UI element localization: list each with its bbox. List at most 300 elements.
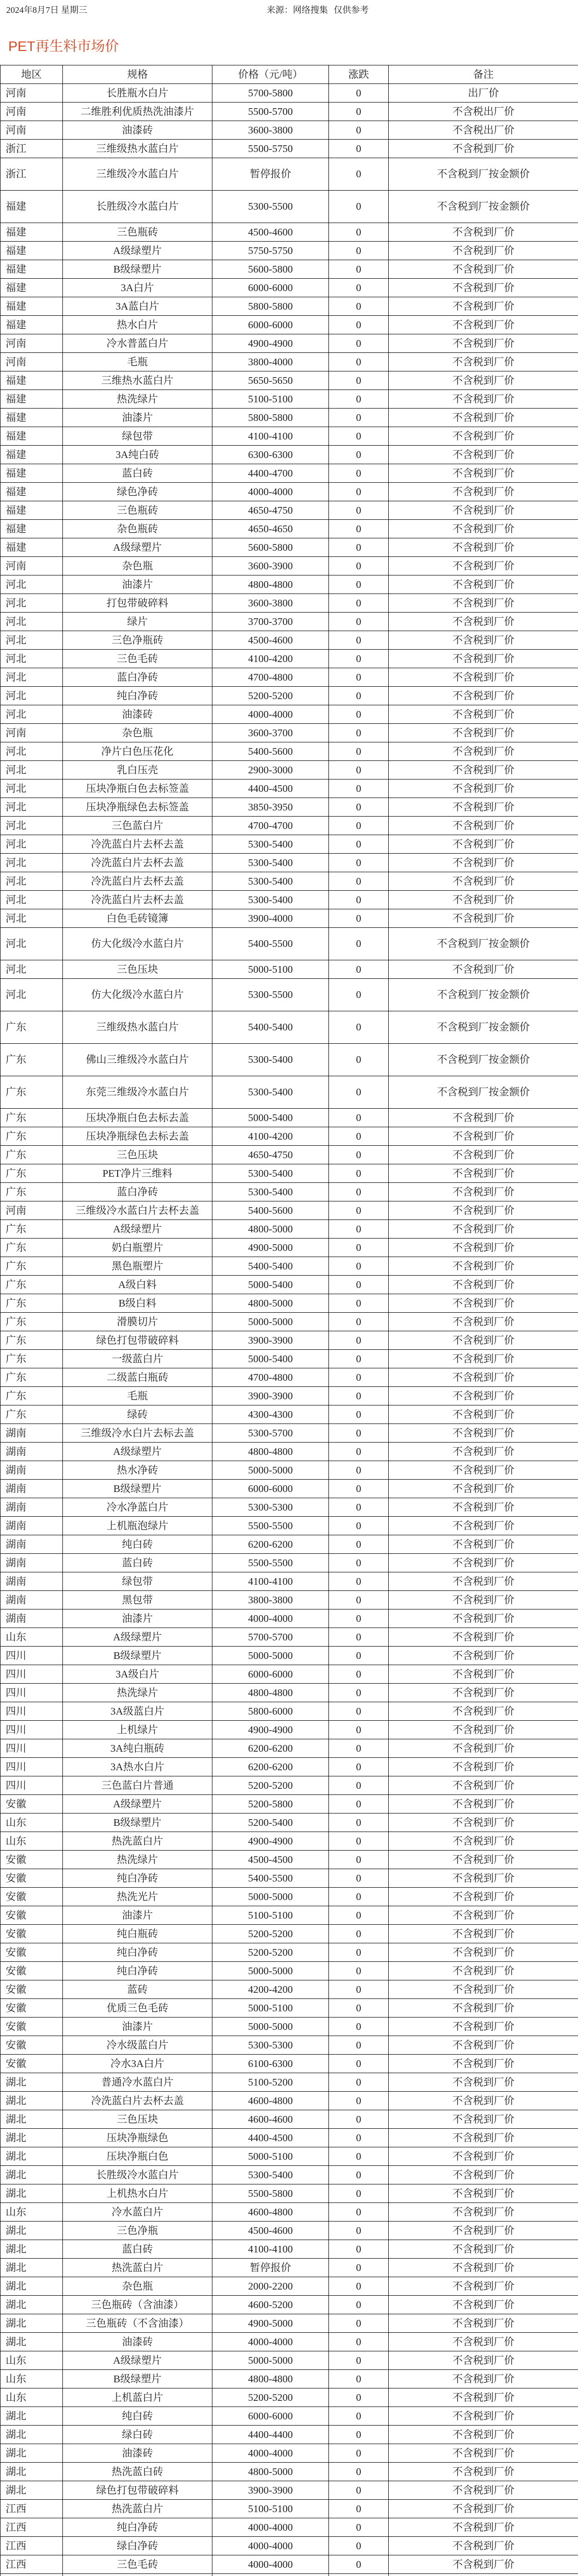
cell-change: 0 [329, 872, 389, 891]
cell-remark: 不含税到厂按金额价 [389, 979, 578, 1011]
cell-remark: 不含税到厂价 [389, 817, 578, 835]
cell-spec: 纯白瓶砖 [63, 1925, 212, 1943]
cell-price: 6200-6200 [212, 1535, 329, 1554]
cell-region: 广东 [1, 1109, 63, 1127]
cell-price: 5300-5400 [212, 1076, 329, 1109]
cell-price: 5300-5400 [212, 872, 329, 891]
cell-remark: 不含税到厂价 [389, 2129, 578, 2147]
table-row [1, 2166, 578, 2184]
cell-region: 广东 [1, 1183, 63, 1201]
cell-remark: 不含税到厂价 [389, 1572, 578, 1591]
table-row [1, 2073, 578, 2092]
cell-price: 6100-6300 [212, 2055, 329, 2073]
cell-change: 0 [329, 854, 389, 872]
cell-region: 河南 [1, 84, 63, 103]
cell-spec: 纯白砖 [63, 2407, 212, 2426]
cell-remark: 不含税到厂价 [389, 223, 578, 242]
cell-price: 4600-5200 [212, 2296, 329, 2314]
cell-region: 福建 [1, 223, 63, 242]
cell-spec: 热洗绿片 [63, 390, 212, 409]
cell-spec: A级白料 [63, 1276, 212, 1294]
cell-change: 0 [329, 557, 389, 575]
cell-price: 4400-4500 [212, 779, 329, 798]
cell-region: 福建 [1, 390, 63, 409]
cell-spec: 压块净瓶白色去标去盖 [63, 1109, 212, 1127]
cell-price: 4600-4600 [212, 2110, 329, 2129]
cell-change: 0 [329, 724, 389, 742]
cell-change: 0 [329, 1980, 389, 1999]
table-row [1, 2092, 578, 2110]
cell-spec: 蓝白砖 [63, 2240, 212, 2259]
table-row [1, 1684, 578, 1702]
cell-spec: A级绿塑片 [63, 1628, 212, 1647]
cell-spec: A级绿塑片 [63, 1443, 212, 1461]
cell-spec: 绿砖 [63, 1405, 212, 1424]
col-header-price: 价格（元/吨） [212, 65, 329, 84]
cell-change: 0 [329, 2018, 389, 2036]
cell-region: 广东 [1, 1076, 63, 1109]
source-note: 来源：网络搜集 [267, 5, 328, 15]
cell-price: 3800-4000 [212, 353, 329, 371]
cell-remark: 不含税到厂价 [389, 1350, 578, 1368]
cell-spec: 三色瓶砖（不含油漆） [63, 2314, 212, 2333]
table-row [1, 1498, 578, 1517]
cell-price: 4000-4000 [212, 2333, 329, 2351]
cell-spec: 热洗蓝白砖 [63, 2463, 212, 2481]
cell-price: 4800-4800 [212, 2370, 329, 2388]
cell-region: 湖北 [1, 2481, 63, 2500]
cell-price: 5000-5000 [212, 1313, 329, 1331]
cell-region: 福建 [1, 483, 63, 501]
cell-remark: 不含税到厂价 [389, 2296, 578, 2314]
cell-spec: 二级蓝白瓶砖 [63, 1368, 212, 1387]
cell-spec: 油漆片 [63, 1609, 212, 1628]
cell-remark: 不含税到厂价 [389, 427, 578, 446]
cell-spec: 三色压块 [63, 960, 212, 979]
col-header-change: 涨跌 [329, 65, 389, 84]
cell-remark: 不含税到厂价 [389, 761, 578, 779]
cell-remark: 不含税到厂按金额价 [389, 1076, 578, 1109]
cell-price: 6000-6000 [212, 1480, 329, 1498]
cell-spec: PET净片三维料 [63, 1164, 212, 1183]
cell-change: 0 [329, 1869, 389, 1888]
cell-spec: 3A蓝白片 [63, 297, 212, 316]
cell-change: 0 [329, 1276, 389, 1294]
cell-remark: 不含税到厂价 [389, 1313, 578, 1331]
cell-change: 0 [329, 279, 389, 297]
cell-remark: 不含税到厂价 [389, 446, 578, 464]
cell-spec: 三色蓝白片普通 [63, 1776, 212, 1795]
cell-spec: 一级蓝白片 [63, 1350, 212, 1368]
cell-change: 0 [329, 575, 389, 594]
cell-region: 安徽 [1, 1869, 63, 1888]
col-header-region: 地区 [1, 65, 63, 84]
cell-change: 0 [329, 158, 389, 191]
cell-price: 4000-4000 [212, 2537, 329, 2555]
cell-region: 江西 [1, 2555, 63, 2574]
cell-price: 5800-5800 [212, 297, 329, 316]
cell-change: 0 [329, 1795, 389, 1814]
cell-change: 0 [329, 1127, 389, 1146]
cell-region: 湖北 [1, 2092, 63, 2110]
cell-remark: 不含税到厂价 [389, 1999, 578, 2018]
cell-spec: 二维胜利优质热洗油漆片 [63, 103, 212, 121]
cell-region: 河南 [1, 353, 63, 371]
cell-spec [63, 2574, 212, 2576]
cell-spec: 热洗绿片 [63, 1851, 212, 1869]
cell-price: 5000-5000 [212, 1647, 329, 1665]
cell-change: 0 [329, 2092, 389, 2110]
cell-remark: 不含税到厂价 [389, 1387, 578, 1405]
table-row [1, 2203, 578, 2222]
table-row [1, 2147, 578, 2166]
table-row [1, 2296, 578, 2314]
cell-remark: 不含税到厂价 [389, 1164, 578, 1183]
cell-change: 0 [329, 705, 389, 724]
cell-price: 4400-4500 [212, 2129, 329, 2147]
cell-remark: 不含税到厂价 [389, 1405, 578, 1424]
table-row [1, 1109, 578, 1127]
cell-price: 5600-5800 [212, 260, 329, 279]
cell-region: 湖南 [1, 1591, 63, 1609]
cell-spec: 绿包带 [63, 1572, 212, 1591]
cell-change: 0 [329, 2388, 389, 2407]
cell-region: 安徽 [1, 2055, 63, 2073]
cell-price: 5000-5100 [212, 1999, 329, 2018]
table-row [1, 2314, 578, 2333]
cell-change: 0 [329, 1424, 389, 1443]
cell-price: 4900-5000 [212, 1239, 329, 1257]
cell-price: 4800-4800 [212, 1684, 329, 1702]
cell-region: 河北 [1, 798, 63, 817]
table-row [1, 1776, 578, 1795]
cell-change: 0 [329, 2481, 389, 2500]
cell-price: 5500-5750 [212, 140, 329, 158]
cell-remark: 不含税到厂价 [389, 2314, 578, 2333]
cell-price: 5300-5400 [212, 2166, 329, 2184]
cell-change: 0 [329, 742, 389, 761]
cell-price: 3800-3800 [212, 1591, 329, 1609]
table-row [1, 1851, 578, 1869]
cell-region: 福建 [1, 260, 63, 279]
cell-change: 0 [329, 1146, 389, 1164]
table-row [1, 297, 578, 316]
cell-remark: 不含税到厂价 [389, 1498, 578, 1517]
table-row [1, 1164, 578, 1183]
cell-region: 福建 [1, 427, 63, 446]
cell-price: 3600-3700 [212, 724, 329, 742]
table-row [1, 798, 578, 817]
cell-change: 0 [329, 928, 389, 960]
cell-region: 湖北 [1, 2463, 63, 2481]
cell-price: 3600-3800 [212, 594, 329, 613]
cell-region: 福建 [1, 520, 63, 538]
cell-price: 4800-5000 [212, 1294, 329, 1313]
cell-remark: 不含税到厂价 [389, 2092, 578, 2110]
cell-spec: 纯白净砖 [63, 687, 212, 705]
cell-price: 6000-6000 [212, 279, 329, 297]
cell-spec: 上机热水白片 [63, 2184, 212, 2203]
cell-region: 河北 [1, 854, 63, 872]
table-header-row [1, 65, 578, 84]
cell-price: 5000-5400 [212, 1109, 329, 1127]
cell-region: 湖南 [1, 1609, 63, 1628]
cell-region: 福建 [1, 316, 63, 334]
cell-region: 江西 [1, 2500, 63, 2518]
cell-change: 0 [329, 2500, 389, 2518]
cell-spec: 三维级热水蓝白片 [63, 1011, 212, 1044]
cell-region: 河北 [1, 594, 63, 613]
table-row [1, 1076, 578, 1109]
cell-price: 5100-5100 [212, 1906, 329, 1925]
table-row [1, 2444, 578, 2463]
cell-price: 4000-4000 [212, 2555, 329, 2574]
cell-region: 湖北 [1, 2296, 63, 2314]
table-row [1, 1276, 578, 1294]
cell-remark: 不含税到厂价 [389, 872, 578, 891]
cell-remark: 不含税到厂价 [389, 1331, 578, 1350]
page-title: PET再生料市场价 [8, 39, 119, 54]
cell-price: 4900-4900 [212, 1721, 329, 1739]
table-row [1, 2500, 578, 2518]
table-row [1, 1011, 578, 1044]
cell-price: 2000-2200 [212, 2277, 329, 2296]
page-header [0, 0, 578, 18]
cell-spec: 滑膜切片 [63, 1313, 212, 1331]
cell-price: 5400-5500 [212, 928, 329, 960]
cell-region: 湖北 [1, 2426, 63, 2444]
cell-price: 5600-5800 [212, 538, 329, 557]
cell-remark: 不含税到厂价 [389, 2500, 578, 2518]
cell-change: 0 [329, 1011, 389, 1044]
cell-change: 0 [329, 613, 389, 631]
cell-region: 湖北 [1, 2333, 63, 2351]
report-date: 2024年8月7日 星期三 [6, 5, 88, 15]
cell-region: 湖北 [1, 2073, 63, 2092]
table-row [1, 2018, 578, 2036]
cell-region: 湖北 [1, 2166, 63, 2184]
cell-remark: 不含税到厂按金额价 [389, 1011, 578, 1044]
cell-price: 3700-3700 [212, 613, 329, 631]
table-row [1, 1535, 578, 1554]
cell-spec: 热洗蓝白片 [63, 1832, 212, 1851]
cell-remark: 不含税出厂价 [389, 121, 578, 140]
cell-region: 湖南 [1, 1480, 63, 1498]
cell-change: 0 [329, 409, 389, 427]
cell-spec: 冷洗蓝白片去杯去盖 [63, 891, 212, 909]
cell-remark: 不含税到厂价 [389, 334, 578, 353]
cell-price: 4900-4900 [212, 334, 329, 353]
cell-price: 5100-5200 [212, 2073, 329, 2092]
table-row [1, 520, 578, 538]
cell-spec: 绿白净砖 [63, 2537, 212, 2555]
cell-change: 0 [329, 2129, 389, 2147]
cell-spec: 热洗光片 [63, 1888, 212, 1906]
cell-remark: 不含税到厂价 [389, 1776, 578, 1795]
cell-price: 5300-5400 [212, 891, 329, 909]
cell-spec: 奶白瓶塑片 [63, 1239, 212, 1257]
cell-region: 安徽 [1, 1980, 63, 1999]
cell-remark: 不含税到厂价 [389, 353, 578, 371]
cell-region: 湖北 [1, 2407, 63, 2426]
table-row [1, 1183, 578, 1201]
cell-remark: 不含税到厂价 [389, 260, 578, 279]
table-row [1, 1443, 578, 1461]
table-row [1, 1572, 578, 1591]
table-row [1, 2555, 578, 2574]
cell-remark: 不含税到厂价 [389, 279, 578, 297]
cell-price: 4900-5000 [212, 2314, 329, 2333]
cell-price: 5000-5400 [212, 1276, 329, 1294]
table-row [1, 1739, 578, 1758]
table-row [1, 1999, 578, 2018]
cell-price: 5200-5200 [212, 1776, 329, 1795]
cell-region: 四川 [1, 1739, 63, 1758]
cell-change: 0 [329, 520, 389, 538]
table-row [1, 1294, 578, 1313]
cell-region: 四川 [1, 1758, 63, 1776]
cell-price: 6000-6000 [212, 316, 329, 334]
cell-price: 4700-4800 [212, 1368, 329, 1387]
cell-remark: 不含税到厂价 [389, 1702, 578, 1721]
cell-region: 湖北 [1, 2222, 63, 2240]
cell-spec: 上机瓶泡绿片 [63, 1517, 212, 1535]
cell-change: 0 [329, 1294, 389, 1313]
cell-price: 5000-5000 [212, 1962, 329, 1980]
table-row [1, 1044, 578, 1076]
cell-spec: 净片白色压花化 [63, 742, 212, 761]
cell-remark: 不含税到厂价 [389, 1554, 578, 1572]
cell-price: 2900-3000 [212, 761, 329, 779]
table-row [1, 242, 578, 260]
cell-spec: 蓝白净砖 [63, 1183, 212, 1201]
table-row [1, 835, 578, 854]
cell-price: 4800-5000 [212, 1220, 329, 1239]
cell-region: 福建 [1, 191, 63, 223]
cell-spec: 长胜瓶水白片 [63, 84, 212, 103]
cell-remark: 不含税到厂价 [389, 2166, 578, 2184]
cell-price: 5200-5200 [212, 1925, 329, 1943]
table-row [1, 2407, 578, 2426]
cell-change: 0 [329, 668, 389, 687]
table-row [1, 279, 578, 297]
cell-change: 0 [329, 84, 389, 103]
cell-spec: 三色瓶砖（含油漆） [63, 2296, 212, 2314]
table-row [1, 872, 578, 891]
table-row [1, 1146, 578, 1164]
cell-region: 山东 [1, 1814, 63, 1832]
cell-region: 河南 [1, 724, 63, 742]
cell-spec: 三色压块 [63, 1146, 212, 1164]
cell-remark: 不含税到厂价 [389, 557, 578, 575]
cell-change: 0 [329, 1721, 389, 1739]
cell-price: 5500-5700 [212, 103, 329, 121]
table-row [1, 501, 578, 520]
cell-remark: 不含税到厂价 [389, 1832, 578, 1851]
cell-price: 5000-5100 [212, 2147, 329, 2166]
cell-change: 0 [329, 1572, 389, 1591]
cell-change: 0 [329, 2036, 389, 2055]
table-row [1, 1665, 578, 1684]
cell-remark: 不含税到厂价 [389, 1183, 578, 1201]
cell-remark: 不含税到厂价 [389, 854, 578, 872]
table-row [1, 353, 578, 371]
cell-remark: 出厂价 [389, 84, 578, 103]
table-row [1, 891, 578, 909]
cell-change: 0 [329, 1888, 389, 1906]
cell-remark: 不含税到厂价 [389, 1684, 578, 1702]
cell-remark: 不含税到厂价 [389, 1869, 578, 1888]
cell-spec: 绿色打包带破碎料 [63, 2481, 212, 2500]
table-row [1, 668, 578, 687]
cell-region: 河北 [1, 575, 63, 594]
cell-spec: 冷水蓝白片 [63, 2203, 212, 2222]
table-row [1, 2110, 578, 2129]
table-row [1, 1628, 578, 1647]
cell-change: 0 [329, 464, 389, 483]
cell-region: 四川 [1, 1684, 63, 1702]
cell-spec: 白色毛砖镜簿 [63, 909, 212, 928]
cell-change: 0 [329, 1554, 389, 1572]
cell-remark: 不含税到厂价 [389, 409, 578, 427]
cell-change: 0 [329, 2518, 389, 2537]
cell-spec: 冷洗蓝白片去杯去盖 [63, 854, 212, 872]
table-row [1, 446, 578, 464]
cell-spec: 纯白净砖 [63, 1943, 212, 1962]
cell-spec: 绿色打包带破碎料 [63, 1331, 212, 1350]
cell-remark: 不含税到厂价 [389, 2407, 578, 2426]
cell-price: 4000-4000 [212, 2518, 329, 2537]
cell-remark: 不含税到厂价 [389, 1201, 578, 1220]
cell-price: 5300-5400 [212, 835, 329, 854]
cell-remark: 不含税到厂价 [389, 1535, 578, 1554]
cell-price: 5500-5500 [212, 1554, 329, 1572]
cell-spec: 三色毛砖 [63, 650, 212, 668]
cell-region: 四川 [1, 1665, 63, 1684]
table-row [1, 2574, 578, 2576]
table-row [1, 1832, 578, 1851]
cell-price: 4600-4800 [212, 2092, 329, 2110]
cell-price: 4500-4500 [212, 1851, 329, 1869]
table-row [1, 1405, 578, 1424]
cell-region: 广东 [1, 1127, 63, 1146]
cell-remark: 不含税到厂价 [389, 2240, 578, 2259]
cell-region: 广东 [1, 1276, 63, 1294]
cell-remark: 不含税到厂价 [389, 668, 578, 687]
cell-price: 5200-5200 [212, 687, 329, 705]
cell-spec: 杂色瓶 [63, 724, 212, 742]
table-row [1, 1795, 578, 1814]
cell-price: 5300-5500 [212, 979, 329, 1011]
cell-price: 5800-5800 [212, 409, 329, 427]
cell-region: 福建 [1, 297, 63, 316]
cell-price: 5000-5000 [212, 1461, 329, 1480]
cell-remark: 不含税到厂价 [389, 2036, 578, 2055]
cell-spec: 油漆片 [63, 1906, 212, 1925]
cell-region: 广东 [1, 1239, 63, 1257]
cell-change: 0 [329, 2203, 389, 2222]
cell-region: 广东 [1, 1387, 63, 1405]
cell-region: 浙江 [1, 158, 63, 191]
cell-region: 湖北 [1, 2314, 63, 2333]
table-row [1, 1239, 578, 1257]
cell-remark: 不含税到厂价 [389, 2463, 578, 2481]
table-row [1, 158, 578, 191]
cell-region: 湖南 [1, 1443, 63, 1461]
cell-region: 广东 [1, 1164, 63, 1183]
disclaimer-note: 仅供参考 [334, 5, 369, 15]
cell-spec: 普通冷水蓝白片 [63, 2073, 212, 2092]
